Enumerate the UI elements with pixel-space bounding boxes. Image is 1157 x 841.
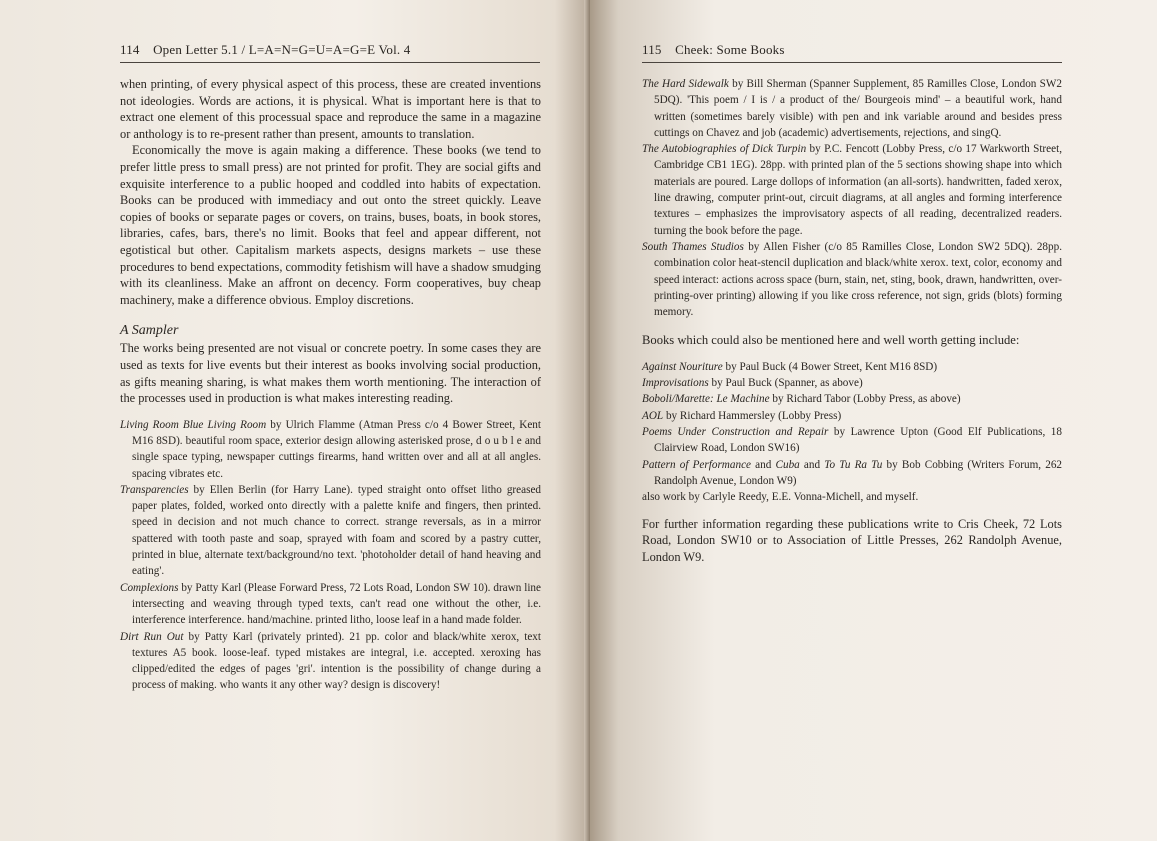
also-work-line: also work by Carlyle Reedy, E.E. Vonna-Michell, and myself. [642, 491, 919, 504]
list-item: Transparencies by Ellen Berlin (for Harry Lane). typed straight onto offset litho greased paper plates, folded, worked onto directly with a palette knife and fingers, then printed. speed in decision and not much chance to correct. strange reversals, as in a mirror spattered with tooth paste and soap, sprayed with foam and scored by a pastry cutter, printed in blue, alternate text/background/no text. 'photoholder detail of hand heaving and eating'. [120, 483, 541, 578]
list-item: The Hard Sidewalk by Bill Sherman (Spanner Supplement, 85 Ramilles Close, London SW2 5DQ). 'This poem / I is / a product of the/ Bourgeois mind' – a beautiful work, hand written (sometimes barely visible) with pen and ink variable around and besides press cuttings on Chavez and job (academic) advertisements, rejections, and singQ. [642, 78, 1062, 139]
list-item: Poems Under Construction and Repair by Lawrence Upton (Good Elf Publications, 18 Clairview Road, London SW16) [642, 426, 1062, 455]
right-page-number: 115 [642, 42, 662, 57]
list-item: Boboli/Marette: Le Machine by Richard Tabor (Lobby Press, as above) [642, 393, 961, 406]
paragraph-3: The works being presented are not visual or concrete poetry. In some cases they are used as texts for live events but their interest as books involving social production, as gifts meaning sharing, is what makes them worth mentioning. The interaction of the processes used in production is what makes interesting reading. [120, 341, 541, 406]
list-item: South Thames Studios by Allen Fisher (c/o 85 Ramilles Close, London SW2 5DQ). 28pp. combination color heat-stencil duplication and black/white xerox. text, color, economy and speed interact: actions across space (burn, stain, net, sting, book, drawn, handwritten, over-printing-over printing) allowing if you like cross reference, not sign, grids (blots) forming memory. [642, 240, 1062, 319]
left-running-title: Open Letter 5.1 / L=A=N=G=U=A=G=E Vol. 4 [153, 42, 411, 57]
list-item: Living Room Blue Living Room by Ulrich Flamme (Atman Press c/o 4 Bower Street, Kent M16 8SD). beautiful room space, exterior design allowing asterisked prose, d o u b l e and single space typing, newspaper cuttings firearms, hand written over and all at all angles. spacing vibrates etc. [120, 418, 541, 480]
right-running-title: Cheek: Some Books [675, 42, 785, 57]
list-item: AOL by Richard Hammersley (Lobby Press) [642, 409, 842, 422]
sampler-list [120, 417, 541, 694]
list-item: Pattern of Performance and Cuba and To Tu Ra Tu by Bob Cobbing (Writers Forum, 262 Randolph Avenue, London W9) [642, 458, 1063, 487]
right-page [590, 0, 1157, 841]
also-mention-lead: Books which could also be mentioned here and well worth getting include: [642, 333, 1020, 348]
left-page-number: 114 [120, 42, 140, 57]
left-running-head [120, 42, 540, 63]
right-running-head [642, 42, 1062, 63]
list-item: Dirt Run Out by Patty Karl (privately printed). 21 pp. color and black/white xerox, text textures A5 book. loose-leaf. typed mistakes are integral, i.e. accepted. xeroxing has clipped/edited the edges of pages 'gri'. intention is the possibility of change during a process of making. who wants it any other way? design is discovery! [120, 630, 542, 692]
list-item: Improvisations by Paul Buck (Spanner, as above) [642, 377, 863, 390]
also-mention-list [642, 359, 1062, 506]
further-information: For further information regarding these publications write to Cris Cheek, 72 Lots Road, London SW10 or to Association of Little Presses, 262 Randolph Avenue, London W9. [642, 516, 1062, 564]
list-item: The Autobiographies of Dick Turpin by P.C. Fencott (Lobby Press, c/o 17 Warkworth Street, Cambridge CB1 1EG). 28pp. with printed plan of the 5 sections showing shape into which materials are poured. Large dollops of information (an all-sorts). handwritten, faded xerox, line drawing, computer print-out, circuit diagrams, at all angles and forming interference textures – emphasizes the improvisatory aspects of all reading, decentralized readers. turning the book before the page. [642, 143, 1062, 237]
paragraph-2: Economically the move is again making a difference. These books (we tend to prefer little press to small press) are not printed for profit. They are social gifts and exquisite interference to a public hooped and coddled into habits of expectation. Books can be produced with immediacy and out onto the street quickly. Leave copies of books or separate pages or covers, on trains, buses, boats, in book stores, libraries, cafes, bars, there's no limit. Books that feel and appear different, not egotistical but other. Capitalism markets aspects, designs markets – use these procedures to bend expectations, commodity fetishism will have a shadow smudging with its cleanliness. Make an affront on decency. Form cooperatives, buy cheap machinery, make a difference obvious. Employ discretions. [120, 143, 541, 307]
paragraph-1: when printing, of every physical aspect of this process, these are created inventions not ideologies. Words are actions, it is physical. What is important here is that to extract one element of this processual space and reproduce the same in a magazine or anthology is to re-present rather than present, amounts to translation. [120, 77, 541, 141]
right-body [642, 76, 1062, 565]
section-heading: A Sampler [120, 323, 179, 339]
left-body [120, 76, 541, 694]
sampler-list-continued [642, 76, 1062, 320]
list-item: Complexions by Patty Karl (Please Forward Press, 72 Lots Road, London SW 10). drawn line intersecting and weaving through typed texts, can't read one without the other, i.e. interference interference. hand/machine. printed litho, loose leaf in a hand made folder. [120, 581, 541, 627]
list-item: Against Nouriture by Paul Buck (4 Bower Street, Kent M16 8SD) [642, 360, 938, 373]
